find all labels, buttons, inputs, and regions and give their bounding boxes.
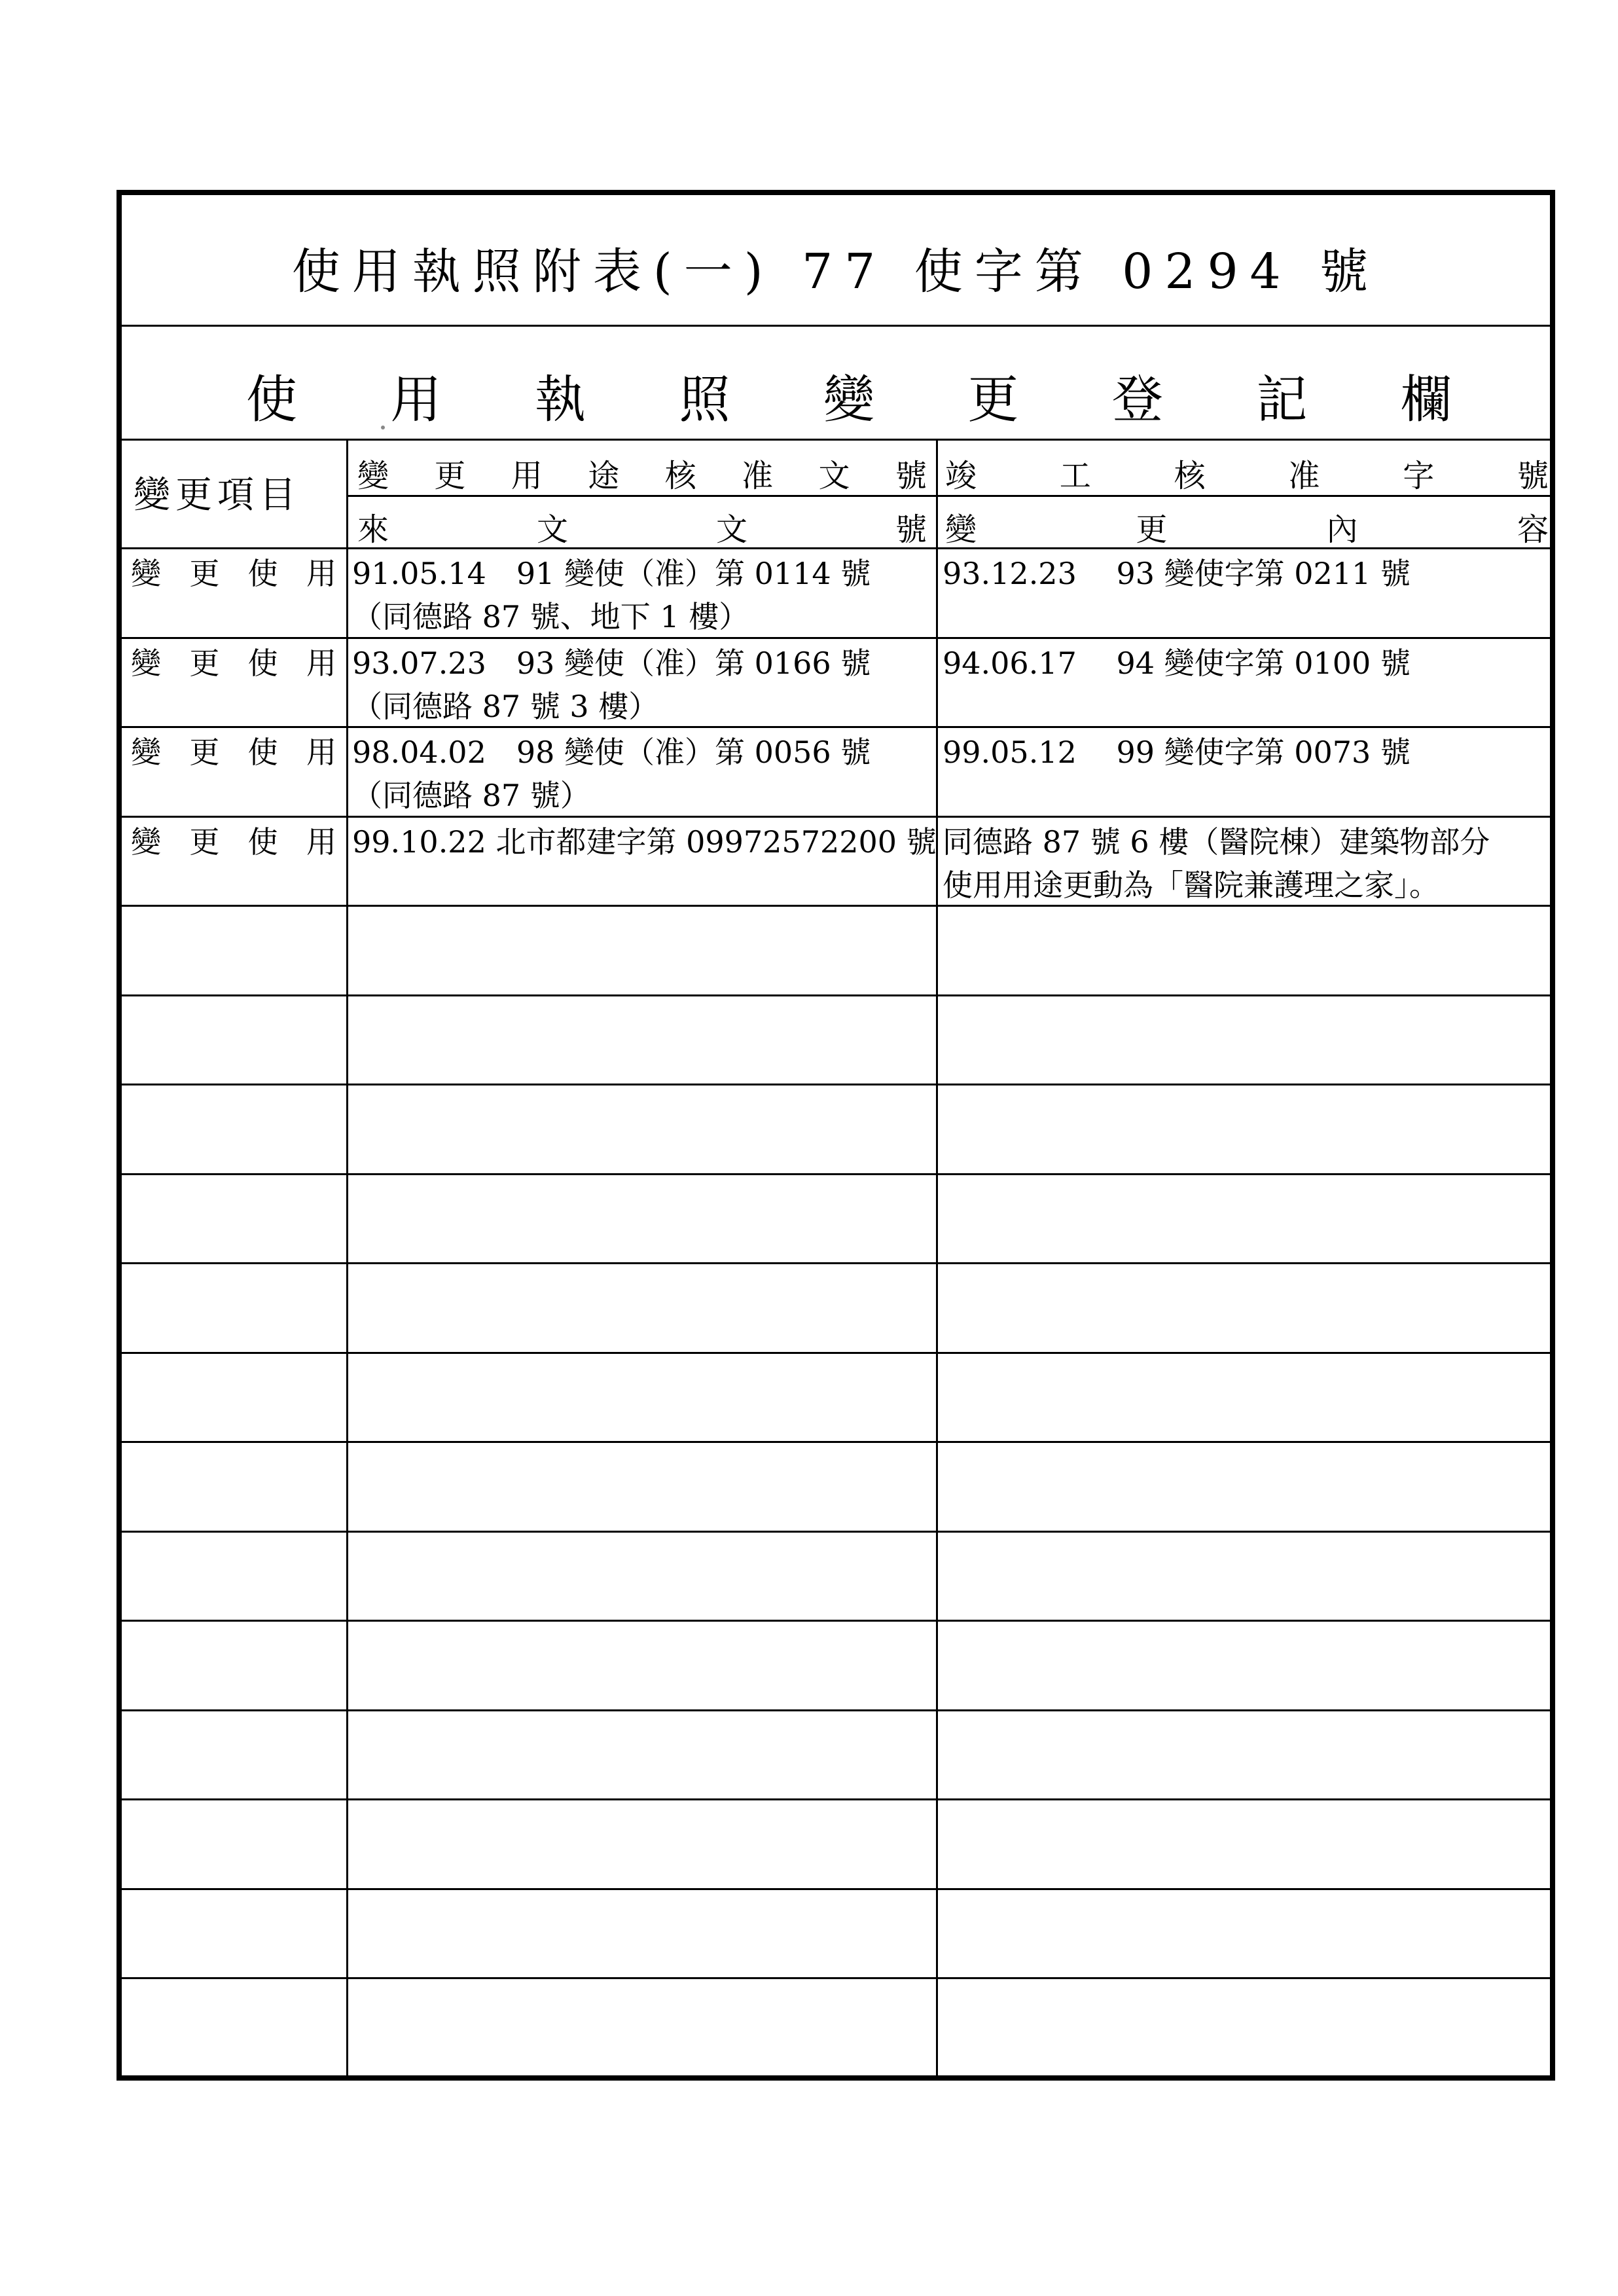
header-char: 文 xyxy=(536,511,568,548)
header-char: 容 xyxy=(1517,511,1549,548)
item-char: 使 xyxy=(247,646,278,681)
section-heading xyxy=(246,359,1452,432)
row-divider xyxy=(122,1531,1550,1533)
row-divider xyxy=(122,1441,1550,1443)
header-char: 用 xyxy=(511,458,543,494)
header-char: 號 xyxy=(1517,458,1549,494)
item-char: 使 xyxy=(247,824,278,860)
row-divider xyxy=(122,816,1550,818)
item-char: 用 xyxy=(306,824,336,860)
heading-char: 記 xyxy=(1256,371,1308,429)
item-char: 變 xyxy=(131,735,161,770)
completion-line1: 93.12.23 93 變使字第 0211 號 xyxy=(943,556,1411,591)
header-char: 變 xyxy=(357,458,389,494)
scan-speck xyxy=(381,426,385,429)
col-divider-2 xyxy=(936,439,938,2075)
row-divider xyxy=(122,1888,1550,1890)
header-char: 准 xyxy=(742,458,774,494)
header-char: 內 xyxy=(1326,511,1358,548)
header-top-rule xyxy=(122,439,1550,441)
header-approval-doc xyxy=(357,450,927,496)
approval-doc-line1: 99.10.22 北市都建字第 09972572200 號 xyxy=(352,824,937,860)
approval-doc-line1: 93.07.23 93 變使（准）第 0166 號 xyxy=(352,646,871,681)
row-divider xyxy=(122,1620,1550,1622)
header-char: 工 xyxy=(1059,458,1091,494)
completion-line1: 同德路 87 號 6 樓（醫院棟）建築物部分 xyxy=(943,824,1490,860)
item-char: 更 xyxy=(189,824,220,860)
row-divider xyxy=(122,1709,1550,1711)
heading-char: 照 xyxy=(679,371,730,429)
row-divider xyxy=(122,1262,1550,1264)
heading-char: 執 xyxy=(534,371,586,429)
item-char: 用 xyxy=(306,556,336,591)
header-char: 更 xyxy=(434,458,466,494)
item-char: 變 xyxy=(131,824,161,860)
header-char: 變 xyxy=(945,511,977,548)
header-incoming-doc xyxy=(357,504,927,549)
header-char: 核 xyxy=(664,458,696,494)
item-char: 更 xyxy=(189,735,220,770)
item-char: 變 xyxy=(131,646,161,681)
heading-char: 更 xyxy=(967,371,1019,429)
row-divider xyxy=(122,726,1550,728)
completion-line2: 使用用途更動為「醫院兼護理之家」。 xyxy=(943,867,1439,903)
row-divider xyxy=(122,1977,1550,1979)
completion-line1: 94.06.17 94 變使字第 0100 號 xyxy=(943,646,1411,681)
row-divider xyxy=(122,1352,1550,1354)
item-char: 用 xyxy=(306,735,336,770)
approval-doc-line1: 98.04.02 98 變使（准）第 0056 號 xyxy=(352,735,871,770)
header-char: 途 xyxy=(588,458,620,494)
completion-line1: 99.05.12 99 變使字第 0073 號 xyxy=(943,735,1411,770)
item-char: 更 xyxy=(189,646,220,681)
row-item xyxy=(131,641,336,685)
approval-doc-line1: 91.05.14 91 變使（准）第 0114 號 xyxy=(352,556,871,591)
row-divider xyxy=(122,1173,1550,1175)
item-char: 使 xyxy=(247,735,278,770)
approval-doc-line2: （同德路 87 號 3 樓） xyxy=(352,689,659,724)
register-table xyxy=(117,190,1555,2081)
header-item: 變更項目 xyxy=(134,474,301,517)
header-char: 文 xyxy=(715,511,747,548)
header-char: 字 xyxy=(1403,458,1435,494)
heading-char: 使 xyxy=(246,371,298,429)
row-item xyxy=(131,820,336,864)
header-completion-no xyxy=(945,450,1549,496)
heading-char: 登 xyxy=(1111,371,1163,429)
header-char: 竣 xyxy=(945,458,977,494)
row-divider xyxy=(122,1798,1550,1800)
item-char: 使 xyxy=(247,556,278,591)
page-title: 使用執照附表(一) 77 使字第 0294 號 xyxy=(291,244,1380,300)
approval-doc-line2: （同德路 87 號、地下 1 樓） xyxy=(352,599,749,634)
approval-doc-line2: （同德路 87 號） xyxy=(352,778,590,813)
header-change-content xyxy=(945,504,1549,549)
header-char: 更 xyxy=(1136,511,1168,548)
row-item xyxy=(131,730,336,774)
row-divider xyxy=(122,637,1550,639)
header-char: 文 xyxy=(818,458,850,494)
item-char: 更 xyxy=(189,556,220,591)
header-char: 核 xyxy=(1174,458,1206,494)
item-char: 變 xyxy=(131,556,161,591)
heading-char: 欄 xyxy=(1400,371,1452,429)
header-char: 號 xyxy=(895,458,927,494)
col-divider-1 xyxy=(346,439,348,2075)
item-char: 用 xyxy=(306,646,336,681)
heading-char: 變 xyxy=(823,371,874,429)
heading-char: 用 xyxy=(390,371,442,429)
header-char: 來 xyxy=(357,511,389,548)
header-char: 准 xyxy=(1288,458,1320,494)
row-item xyxy=(131,551,336,596)
row-divider xyxy=(122,1084,1550,1085)
row-divider xyxy=(122,994,1550,996)
row-divider xyxy=(122,905,1550,907)
header-char: 號 xyxy=(895,511,927,548)
title-divider xyxy=(122,325,1550,327)
